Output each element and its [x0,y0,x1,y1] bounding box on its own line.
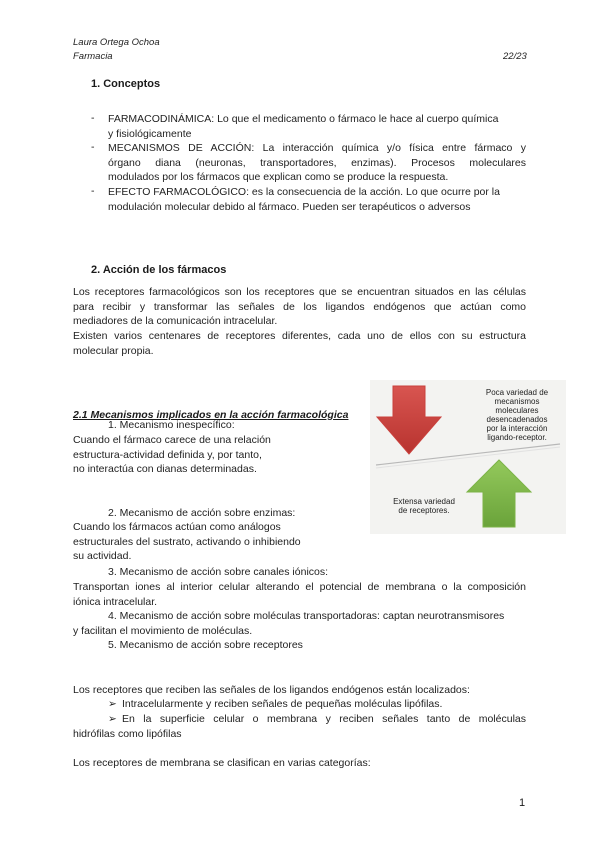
page-number: 1 [519,797,526,809]
down-arrow-shape [377,386,441,454]
line: y fisiológicamente [108,127,192,140]
line: de receptores. [398,506,450,515]
list-dash: - [91,185,95,197]
up-arrow-shape [467,460,531,527]
figure-label-bottom [380,497,468,515]
line: EFECTO FARMACOLÓGICO: es la consecuencia de la acción. Lo que ocurre por la [108,186,500,198]
line: ligando-receptor. [487,433,547,442]
line: Cuando el fármaco carece de una relación [73,434,271,446]
line: estructura-actividad definida y, por tanto, [73,448,262,461]
line: no interactúa con dianas determinadas. [73,463,257,475]
receptors-bullet-1: Intracelularmente y reciben señales de pequeñas moléculas lipófilas. [122,698,443,710]
line: MECANISMOS DE ACCIÓN: La interacción química y/o física entre fármaco y [108,142,526,154]
line: órgano diana (neuronas, transportadores, enzimas). Procesos moleculares [108,156,526,169]
mechanism-1-text [73,433,271,477]
receptors-bullet-2 [73,712,526,741]
mechanism-3-text [73,580,526,609]
mechanism-1-heading: 1. Mecanismo inespecífico: [108,419,235,431]
diagonal-line-shadow [376,447,560,468]
line: para recibir y transformar las señales de los ligandos endógenos que actúan como [73,300,526,313]
line: mecanismos [494,397,540,406]
line: Poca variedad de [485,388,549,397]
line: En la superficie celular o membrana y reciben señales tanto de moléculas [122,713,526,725]
section-2-title: 2. Acción de los fármacos [91,264,227,276]
line: 4. Mecanismo de acción sobre moléculas transportadoras: captan neurotransmisores [108,610,505,622]
section-2-1-title: 2.1 Mecanismos implicados en la acción farmacológica [73,409,349,421]
header-date: 22/23 [503,51,527,62]
list-item-farmacodinamica [108,112,498,141]
line: por la interacción [486,424,548,433]
line: hidrófilas como lipófilas [73,727,182,740]
bullet-glyph: ➢ [108,713,117,725]
line: Transportan iones al interior celular alterando el potencial de membrana o la composición [73,581,526,593]
line: Los receptores farmacológicos son los receptores que se encuentran situados en las células [73,286,526,298]
section-1-title: 1. Conceptos [91,78,161,90]
receptors-closing: Los receptores de membrana se clasifican en varias categorías: [73,757,371,769]
mechanism-2-text [73,520,301,564]
line: y facilitan el movimiento de moléculas. [73,624,253,637]
list-dash: - [91,112,95,124]
line: mediadores de la comunicación intracelular. [73,315,278,327]
line: su actividad. [73,550,132,562]
paragraph-receptores [73,285,526,329]
paragraph-centenares [73,329,526,358]
line: iónica intracelular. [73,595,158,608]
line: FARMACODINÁMICA: Lo que el medicamento o fármaco le hace al cuerpo química [108,113,499,125]
line: molecular propia. [73,344,154,357]
mechanism-3-heading: 3. Mecanismo de acción sobre canales iónicos: [108,566,329,578]
list-item-mecanismos [108,141,526,185]
bullet-glyph: ➢ [108,698,117,710]
line: Existen varios centenares de receptores diferentes, cada uno de ellos con su estructura [73,330,526,342]
receptor-diagram [370,380,566,534]
mechanism-5-heading: 5. Mecanismo de acción sobre receptores [108,639,303,651]
line: Extensa variedad [393,497,455,506]
line: modulados por los fármacos que explican como se produce la respuesta. [108,171,449,183]
list-dash: - [91,141,95,153]
line: estructurales del sustrato, activando o inhibiendo [73,535,301,548]
figure-label-top [474,388,560,442]
line: desencadenados [486,415,548,424]
mechanism-2-heading: 2. Mecanismo de acción sobre enzimas: [108,507,296,519]
list-item-efecto [108,185,500,214]
header-author: Laura Ortega Ochoa [73,37,160,48]
receptors-intro: Los receptores que reciben las señales de los ligandos endógenos están localizados: [73,684,470,696]
line: modulación molecular debido al fármaco. Pueden ser terapéuticos o adversos [108,200,471,213]
line: moleculares [495,406,539,415]
line: Cuando los fármacos actúan como análogos [73,521,281,533]
mechanism-4 [73,609,526,638]
header-subject: Farmacia [73,51,113,62]
